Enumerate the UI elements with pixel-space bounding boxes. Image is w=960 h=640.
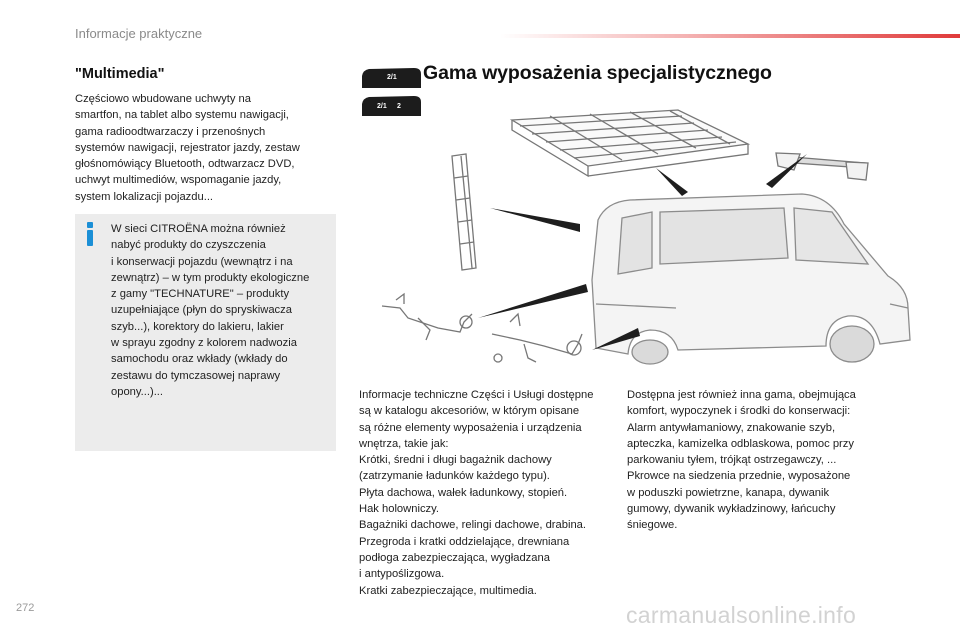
accessories-illustration (360, 108, 955, 373)
van-badge-2: 2/1 (377, 103, 387, 110)
van-badge-3: 2 (397, 103, 401, 110)
other-range-text: Dostępna jest również inna gama, obejmująca komfort, wypoczynek i środki do konserwacji: Alarm antywłamaniowy, znakowanie szyb, apteczka, kamizelka odblaskowa, pomoc przy parkowaniu tyłem, trójkąt ostrzegawczy, ... Pkrowce na siedzenia przednie, wyposażone w poduszki powietrzne, kanapa, dywanik gumowy, dywanik wykładzinowy, łańcuchy śniegowe. (627, 389, 856, 532)
header-accent-bar (500, 34, 960, 38)
van-icon-top (362, 68, 421, 88)
roof-rack-illustration (512, 110, 748, 176)
info-icon (85, 222, 94, 246)
page-header-title: Informacje praktyczne (75, 26, 203, 41)
special-equipment-title: Gama wyposażenia specjalistycznego (423, 62, 772, 84)
multimedia-body: Częściowo wbudowane uchwyty na smartfon, na tablet albo systemu nawigacji, gama radioodtwarzaczy i przenośnych systemów nawigacji, rejestrator jazdy, zestaw głośnomówiący Bluetooth, odtwarzacz DVD, uchwyt multimediów, wspomaganie jazdy, system lokalizacji pojazdu... (75, 93, 300, 203)
tow-hook-1-illustration (382, 294, 472, 340)
tow-hook-2-illustration (492, 314, 582, 362)
roof-bar-illustration (776, 153, 868, 180)
watermark: carmanualsonline.info (626, 602, 857, 628)
info-box (75, 214, 336, 451)
ladder-illustration (452, 154, 476, 270)
accessories-catalog-text: Informacje techniczne Części i Usługi dostępne są w katalogu akcesoriów, w którym opisane są różne elementy wyposażenia i urządzenia wnętrza, takie jak: Krótki, średni i długi bagażnik dachowy (zatrzymanie ładunków każdego typu). Płyta dachowa, wałek ładunkowy, stopień. Hak holowniczy. Bagażniki dachowe, relingi dachowe, drabina. Przegroda i kratki oddzielające, drewniana podłoga zabezpieczająca, wygładzana i antypoślizgowa. Kratki zabezpieczające, multimedia. (359, 389, 594, 597)
page-number: 272 (16, 602, 35, 614)
info-box-text: W sieci CITROËNA można również nabyć produkty do czyszczenia i konserwacji pojazdu (wewnątrz i na zewnątrz) – w tym produkty ekologiczne z gamy "TECHNATURE" – produkty uzupełniające (płyn do spryskiwacza szyb...), korektory do lakieru, lakier w sprayu zgodny z kolorem nadwozia samochodu oraz wkłady (wkłady do zestawu do tymczasowej naprawy opony...)... (111, 223, 310, 398)
multimedia-heading: "Multimedia" (75, 66, 165, 82)
van-badge-1: 2/1 (387, 74, 397, 81)
van-illustration (592, 194, 910, 364)
